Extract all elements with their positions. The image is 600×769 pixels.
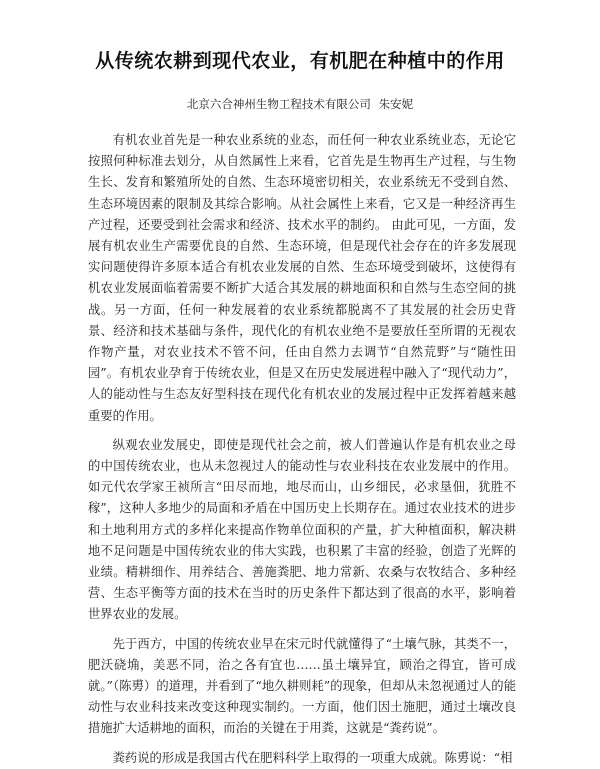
document-title: 从传统农耕到现代农业，有机肥在种植中的作用 [95, 50, 505, 72]
byline [0, 96, 600, 112]
paragraph: 先于西方，中国的传统农业早在宋元时代就懂得了“土壤气脉，其类不一，肥沃硗埆，美恶不同，治之各有宜也……虽土壤异宜，顾治之得宜，皆可成就。”（陈旉）的道理，并看到了“地久耕则耗”的现象，但却从未忽视通过人的能动性与农业科技来改变这种现实制约。一方面，他们因土施肥，通过土壤改良措施扩大适耕地的面积，而治的关键在于用粪，这就是“粪药说”。 [88, 636, 516, 736]
paragraph: 纵观农业发展史，即使是现代社会之前，被人们普遍认作是有机农业之母的中国传统农业，也从未忽视过人的能动性与农业科技在农业发展中的作用。如元代农学家王祯所言“田尽而地，地尽而山，山乡细民，必求垦佃，犹胜不稼”，这种人多地少的局面和矛盾在中国历史上长期存在。通过农业技术的进步和土地利用方式的多样化来提高作物单位面积的产量，扩大种植面积，解决耕地不足问题是中国传统农业的伟大实践，也积累了丰富的经验，创造了光辉的业绩。精耕细作、用养结合、善施粪肥、地力常新、农桑与农牧结合、多种经营、生态平衡等方面的技术在当时的历史条件下都达到了很高的水平，影响着世界农业的发展。 [88, 437, 516, 622]
article-body [88, 130, 516, 769]
byline-organization: 北京六合神州生物工程技术有限公司 [186, 97, 371, 111]
byline-author: 朱安妮 [378, 97, 414, 111]
paragraph: 有机农业首先是一种农业系统的业态，而任何一种农业系统业态，无论它按照何种标准去划分，从自然属性上来看，它首先是生物再生产过程，与生物生长、发育和繁殖所处的自然、生态环境密切相关，农业系统无不受到自然、生态环境因素的限制及其综合影响。从社会属性上来看，它又是一种经济再生产过程，还要受到社会需求和经济、技术水平的制约。 由此可见，一方面，发展有机农业生产需要优良的自然、生态环境，但是现代社会存在的许多发展现实问题使得许多原本适合有机农业发展的自然、生态环境受到破坏，这使得有机农业发展面临着需要不断扩大适合其发展的耕地面积和自然与生态空间的挑战。另一方面，任何一种发展着的农业系统都脱离不了其发展的社会历史背景、经济和技术基础与条件，现代化的有机农业绝不是要放任至所谓的无视农作物产量，对农业技术不管不问，任由自然力去调节“自然荒野”与“随性田园”。有机农业孕育于传统农业，但是又在历史发展进程中融入了“现代动力”，人的能动性与生态友好型科技在现代化有机农业的发展过程中正发挥着越来越重要的作用。 [88, 133, 516, 423]
paragraph: 粪药说的形成是我国古代在肥料科学上取得的一项重大成就。陈旉说：“相 [112, 750, 513, 765]
